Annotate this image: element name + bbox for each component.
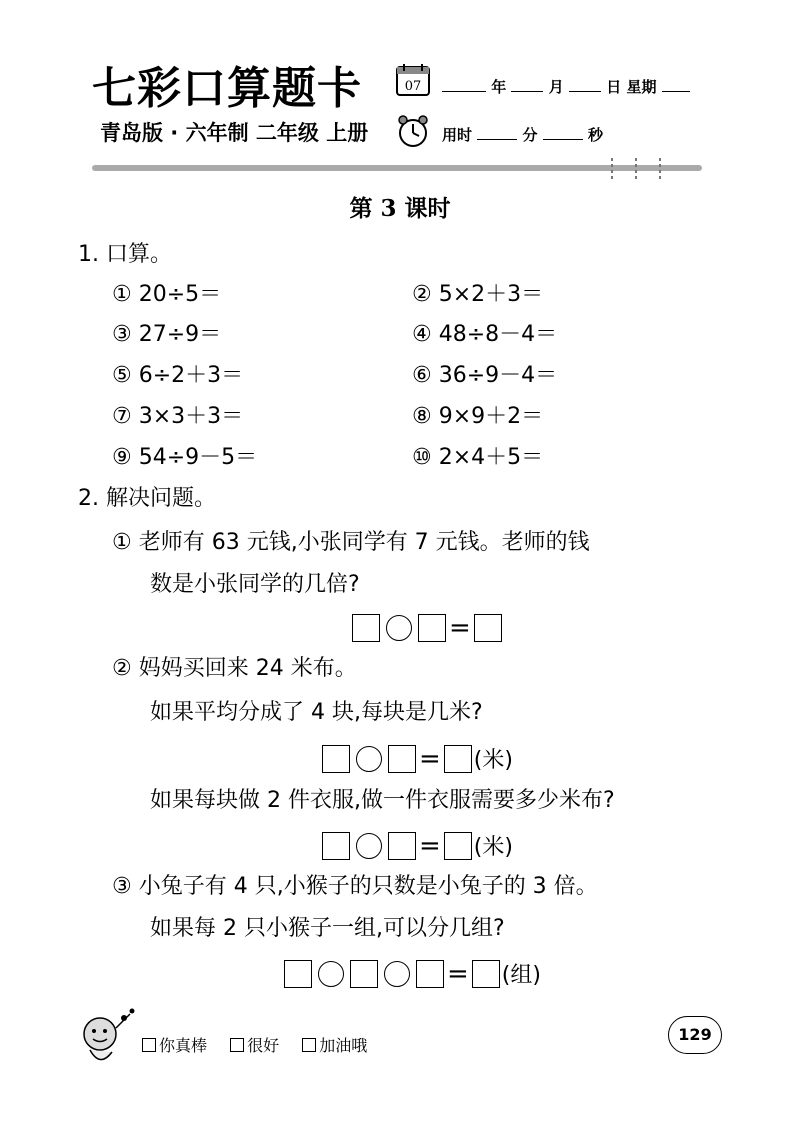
rating-option[interactable] — [230, 1036, 279, 1055]
section1-title: 1. 口算。 — [78, 242, 172, 267]
calc-item: ⑨ 54÷9－5＝ — [112, 445, 258, 470]
answer-formula-3 — [284, 958, 541, 989]
seconds-label: 秒 — [587, 126, 603, 144]
calendar-icon — [396, 64, 430, 96]
calc-item: ⑥ 36÷9－4＝ — [412, 363, 558, 388]
answer-box[interactable] — [322, 745, 350, 773]
month-label: 月 — [548, 78, 564, 96]
problem3-line2: 如果每 2 只小猴子一组,可以分几组? — [150, 916, 505, 941]
answer-box[interactable] — [284, 960, 312, 988]
rating-option[interactable] — [142, 1036, 207, 1055]
equals-sign: = — [447, 958, 469, 989]
unit-label: (组) — [501, 963, 541, 988]
answer-box[interactable] — [472, 960, 500, 988]
operator-circle[interactable] — [386, 615, 412, 641]
edition-label: 青岛版 · 六年制 二年级 上册 — [100, 121, 369, 145]
equals-sign: = — [419, 743, 441, 774]
unit-label: (米) — [473, 748, 513, 773]
calc-item: ① 20÷5＝ — [112, 282, 222, 307]
brand-title: 七彩口算题卡 — [92, 63, 362, 114]
equals-sign: = — [419, 830, 441, 861]
problem2-line3: 如果每块做 2 件衣服,做一件衣服需要多少米布? — [150, 788, 615, 813]
answer-box[interactable] — [388, 745, 416, 773]
answer-box[interactable] — [322, 832, 350, 860]
equals-sign: = — [449, 613, 471, 643]
operator-circle[interactable] — [356, 833, 382, 859]
operator-circle[interactable] — [356, 746, 382, 772]
divider-ornament — [606, 156, 666, 182]
answer-formula-2a — [322, 743, 513, 774]
day-label: 日 — [606, 78, 622, 96]
weekday-label: 星期 — [626, 78, 657, 96]
calendar-number: 07 — [404, 79, 422, 94]
section2-title: 2. 解决问题。 — [78, 486, 216, 511]
calc-item: ④ 48÷8－4＝ — [412, 322, 558, 347]
problem1-line2: 数是小张同学的几倍? — [150, 572, 360, 597]
answer-box[interactable] — [444, 745, 472, 773]
rating-label: 你真棒 — [159, 1036, 208, 1055]
problem2-line1: ② 妈妈买回来 24 米布。 — [112, 656, 357, 681]
operator-circle[interactable] — [318, 961, 344, 987]
rating-options — [142, 1033, 385, 1056]
answer-box[interactable] — [388, 832, 416, 860]
checkbox-icon[interactable] — [142, 1038, 156, 1052]
answer-box[interactable] — [418, 614, 446, 642]
problem3-line1: ③ 小兔子有 4 只,小猴子的只数是小兔子的 3 倍。 — [112, 874, 598, 899]
time-used-label: 用时 — [442, 126, 473, 144]
alarm-clock-icon — [396, 114, 430, 148]
lesson-title: 第 3 课时 — [349, 195, 451, 222]
problem2-line2: 如果平均分成了 4 块,每块是几米? — [150, 700, 483, 725]
minutes-label: 分 — [522, 126, 538, 144]
operator-circle[interactable] — [384, 961, 410, 987]
answer-box[interactable] — [444, 832, 472, 860]
calc-item: ② 5×2＋3＝ — [412, 282, 544, 307]
answer-box[interactable] — [352, 614, 380, 642]
calc-item: ⑩ 2×4＋5＝ — [412, 445, 544, 470]
checkbox-icon[interactable] — [302, 1038, 316, 1052]
mascot-illustration-icon — [72, 1006, 140, 1072]
rating-label: 很好 — [247, 1036, 280, 1055]
calc-item: ⑦ 3×3＋3＝ — [112, 404, 244, 429]
date-fill-line — [442, 76, 690, 98]
answer-box[interactable] — [474, 614, 502, 642]
time-fill-line — [442, 124, 603, 146]
calc-item: ③ 27÷9＝ — [112, 322, 222, 347]
problem1-line1: ① 老师有 63 元钱,小张同学有 7 元钱。老师的钱 — [112, 530, 590, 555]
checkbox-icon[interactable] — [230, 1038, 244, 1052]
year-label: 年 — [491, 78, 507, 96]
page-number: 129 — [668, 1016, 722, 1054]
answer-box[interactable] — [350, 960, 378, 988]
unit-label: (米) — [473, 835, 513, 860]
calc-item: ⑧ 9×9＋2＝ — [412, 404, 544, 429]
answer-formula-2b — [322, 830, 513, 861]
rating-label: 加油哦 — [319, 1036, 368, 1055]
answer-box[interactable] — [416, 960, 444, 988]
rating-option[interactable] — [302, 1036, 367, 1055]
calc-item: ⑤ 6÷2＋3＝ — [112, 363, 244, 388]
answer-formula-1 — [352, 614, 502, 642]
